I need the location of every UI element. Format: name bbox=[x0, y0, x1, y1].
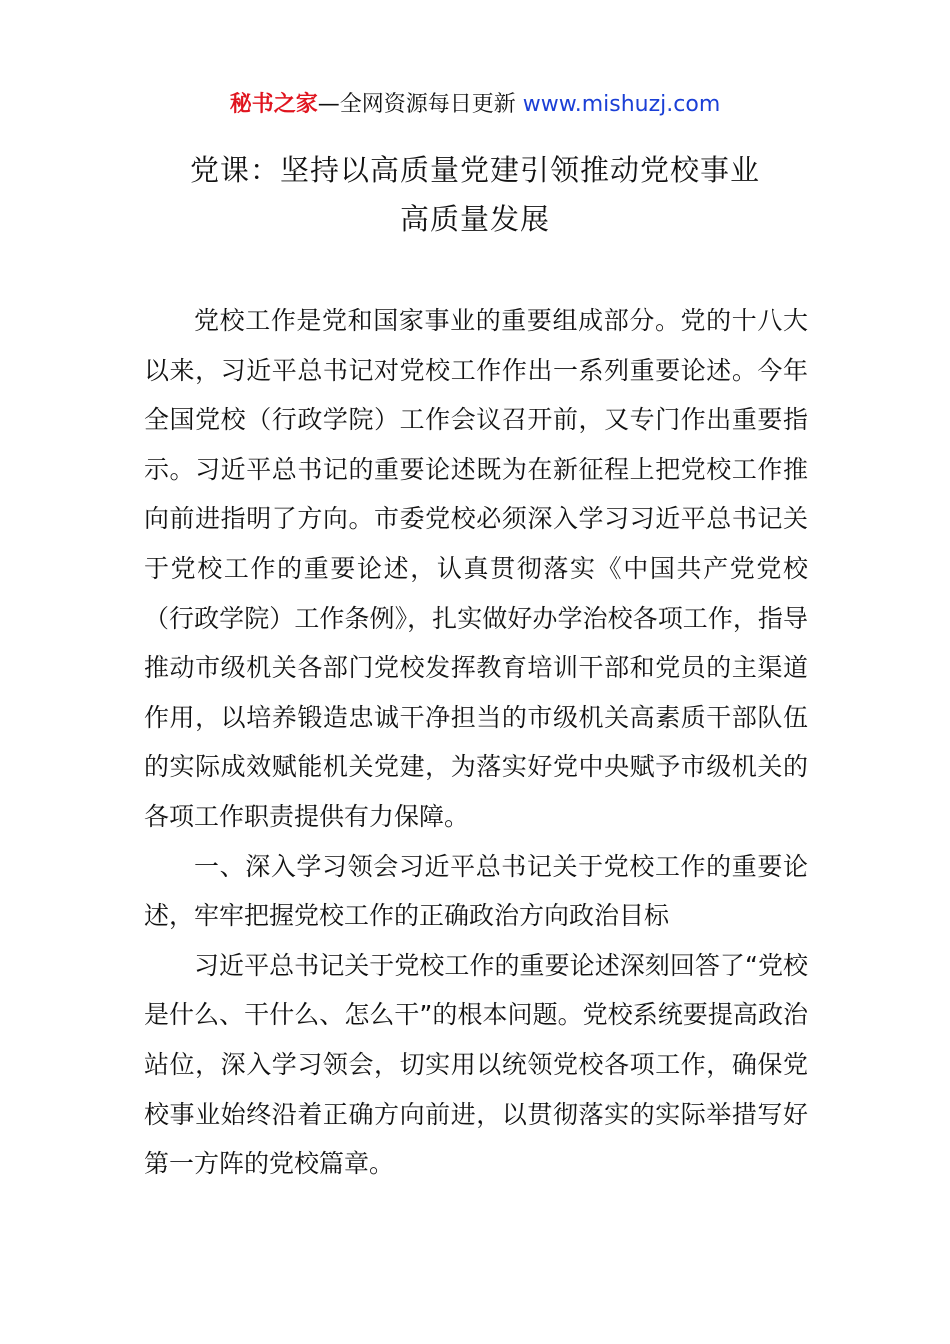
title-line-1: 党课：坚持以高质量党建引领推动党校事业 bbox=[189, 153, 760, 187]
document-title bbox=[0, 146, 950, 244]
site-url-link[interactable]: www.mishuzj.com bbox=[522, 92, 721, 117]
paragraph-section-1: 习近平总书记关于党校工作的重要论述深刻回答了“党校是什么、干什么、怎么干”的根本问题。党校系统要提高政治站位，深入学习领会，切实用以统领党校各项工作，确保党校事业始终沿着正确方向前进，以贯彻落实的实际举措写好第一方阵的党校篇章。 bbox=[144, 950, 808, 1179]
banner-tagline: —全网资源每日更新 bbox=[317, 92, 523, 117]
site-banner bbox=[0, 88, 950, 122]
title-line-2: 高质量发展 bbox=[399, 202, 550, 236]
paragraph-intro: 党校工作是党和国家事业的重要组成部分。党的十八大以来，习近平总书记对党校工作作出一系列重要论述。今年全国党校（行政学院）工作会议召开前，又专门作出重要指示。习近平总书记的重要论述既为在新征程上把党校工作推向前进指明了方向。市委党校必须深入学习习近平总书记关于党校工作的重要论述，认真贯彻落实《中国共产党党校（行政学院）工作条例》，扎实做好办学治校各项工作，指导推动市级机关各部门党校发挥教育培训干部和党员的主渠道作用，以培养锻造忠诚干净担当的市级机关高素质干部队伍的实际成效赋能机关党建，为落实好党中央赋予市级机关的各项工作职责提供有力保障。 bbox=[144, 306, 808, 831]
brand-name: 秘书之家 bbox=[229, 92, 318, 117]
section-heading-1: 一、深入学习领会习近平总书记关于党校工作的重要论述，牢牢把握党校工作的正确政治方向政治目标 bbox=[144, 851, 808, 931]
document-body bbox=[144, 296, 808, 1189]
